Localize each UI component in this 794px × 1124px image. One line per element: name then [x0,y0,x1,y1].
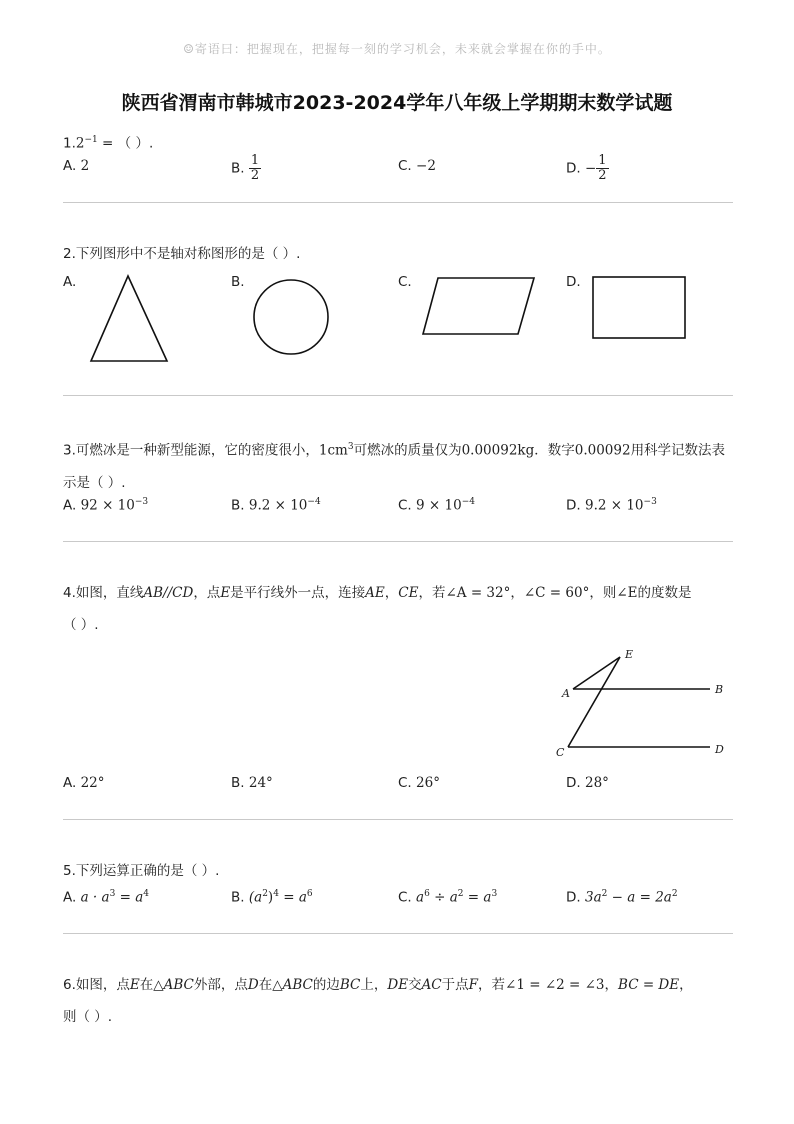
point-label-a: A [562,687,570,700]
q1-option-c[interactable]: C. −2 [398,158,436,174]
question-1-stem: $1.2^{-1}$ = （ ）. [63,135,154,152]
q1-option-b[interactable]: B. $\frac{1}{2}$ [231,153,260,183]
q3-option-d[interactable]: D. $9.2 \times 10^{-3}$ [566,497,657,514]
q2-option-b[interactable]: B. [231,274,245,290]
q5-option-b[interactable]: B. $(a^2)^4 = a^6$ [231,889,313,906]
q2-option-d[interactable]: D. [566,274,581,290]
question-6-stem: 6.如图，点E在△ABC外部，点D在△ABC的边BC上，DE交AC于点F，若∠1 = ∠2 = ∠3，BC = DE， 则（ ）. [63,977,693,1025]
separator [63,933,733,934]
question-4-stem: 4.如图，直线AB//CD，点E是平行线外一点，连接AE，CE，若∠A = 32°，∠C = 60°，则∠E的度数是 （ ）. [63,585,692,633]
q5-option-d[interactable]: D. $3a^2 - a = 2a^2$ [566,889,678,906]
segment-ae [573,657,620,689]
q4-option-a[interactable]: A. 22° [63,775,105,791]
question-5-stem: 5.下列运算正确的是（ ）. [63,863,220,879]
q5-option-c[interactable]: C. $a^6 \div a^2 = a^3$ [398,889,498,906]
q4-option-b[interactable]: B. 24° [231,775,273,791]
q5-option-a[interactable]: A. $a \cdot a^3 = a^4$ [63,889,149,906]
q3-option-a[interactable]: A. $92 \times 10^{-3}$ [63,497,149,514]
point-label-d: D [715,743,724,756]
q4-option-d[interactable]: D. 28° [566,775,609,791]
fraction: $\frac{1}{2}$ [250,153,260,183]
segment-ce [568,657,620,747]
point-label-e: E [625,648,634,661]
question-3-stem: 3.可燃冰是一种新型能源，它的密度很小，$1cm^3$可燃冰的质量仅为0.00092kg．数字0.00092用科学记数法表 示是（ ）. [63,442,726,491]
q4-option-c[interactable]: C. 26° [398,775,440,791]
point-label-c: C [556,746,565,759]
exam-title: 陕西省渭南市韩城市2023-2024学年八年级上学期期末数学试题 [121,92,673,114]
q1-option-a[interactable]: A. 2 [63,158,90,174]
q1-option-d[interactable]: D. − $\frac{1}{2}$ [566,153,607,183]
question-2-stem: 2.下列图形中不是轴对称图形的是（ ）. [63,246,301,262]
question-5-options [63,889,735,919]
fraction: $\frac{1}{2}$ [598,153,607,183]
q3-option-b[interactable]: B. $9.2 \times 10^{-4}$ [231,497,321,514]
q3-option-c[interactable]: C. $9 \times 10^{-4}$ [398,497,475,514]
q2-option-c[interactable]: C. [398,274,412,290]
q2-option-a[interactable]: A. [63,274,77,290]
separator [63,819,733,820]
question-4-options [63,775,735,805]
point-label-b: B [715,683,724,696]
motto-header: ☺寄语曰：把握现在，把握每一刻的学习机会，未来就会掌握在你的手中。 [183,42,611,56]
